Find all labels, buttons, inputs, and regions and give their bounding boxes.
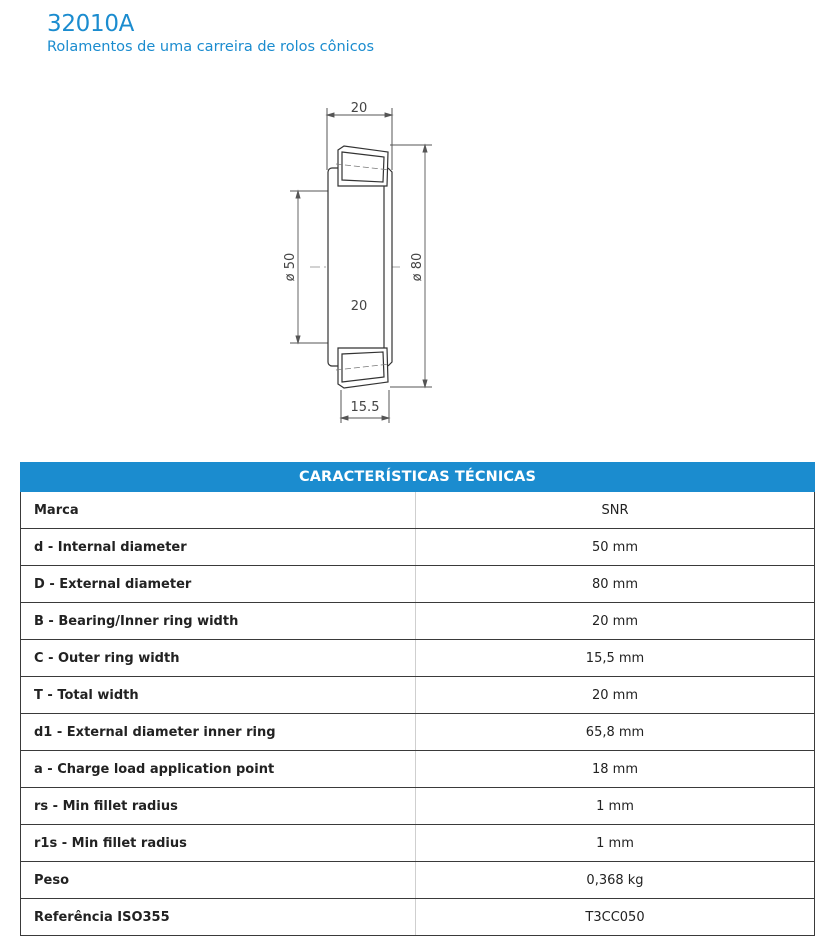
dim-bottom-label: 15.5 [350, 400, 380, 415]
spec-label: Peso [21, 862, 416, 899]
spec-label: d1 - External diameter inner ring [21, 714, 416, 751]
product-subtitle: Rolamentos de uma carreira de rolos cônicos [47, 39, 375, 55]
spec-value: 50 mm [416, 529, 815, 566]
spec-label: D - External diameter [21, 566, 416, 603]
table-row [21, 862, 815, 899]
table-row [21, 529, 815, 566]
table-row [21, 899, 815, 936]
spec-label: rs - Min fillet radius [21, 788, 416, 825]
spec-value: 80 mm [416, 566, 815, 603]
spec-label: a - Charge load application point [21, 751, 416, 788]
spec-label: d - Internal diameter [21, 529, 416, 566]
spec-label: Referência ISO355 [21, 899, 416, 936]
spec-label: B - Bearing/Inner ring width [21, 603, 416, 640]
table-row [21, 603, 815, 640]
table-row [21, 677, 815, 714]
spec-label: C - Outer ring width [21, 640, 416, 677]
spec-label: T - Total width [21, 677, 416, 714]
spec-value: 15,5 mm [416, 640, 815, 677]
table-row [21, 788, 815, 825]
dim-right-label: ø 80 [410, 252, 425, 282]
spec-value: 20 mm [416, 677, 815, 714]
spec-label: r1s - Min fillet radius [21, 825, 416, 862]
spec-value: 0,368 kg [416, 862, 815, 899]
spec-value: SNR [416, 492, 815, 529]
dim-inner-label: 20 [350, 299, 368, 314]
spec-label: Marca [21, 492, 416, 529]
bearing-drawing-svg [270, 90, 470, 430]
spec-value: 20 mm [416, 603, 815, 640]
table-row [21, 566, 815, 603]
spec-value: 1 mm [416, 825, 815, 862]
technical-specs-table [20, 462, 815, 936]
table-row [21, 492, 815, 529]
spec-value: T3CC050 [416, 899, 815, 936]
table-row [21, 825, 815, 862]
spec-value: 65,8 mm [416, 714, 815, 751]
dim-left-label: ø 50 [283, 252, 298, 282]
table-row [21, 640, 815, 677]
dim-top-label: 20 [350, 101, 368, 116]
spec-value: 18 mm [416, 751, 815, 788]
bearing-technical-drawing [270, 90, 470, 430]
spec-value: 1 mm [416, 788, 815, 825]
specs-table-heading: CARACTERÍSTICAS TÉCNICAS [21, 463, 815, 492]
table-row [21, 714, 815, 751]
table-row [21, 751, 815, 788]
page-header [47, 10, 374, 56]
product-title: 32010A [47, 11, 135, 37]
